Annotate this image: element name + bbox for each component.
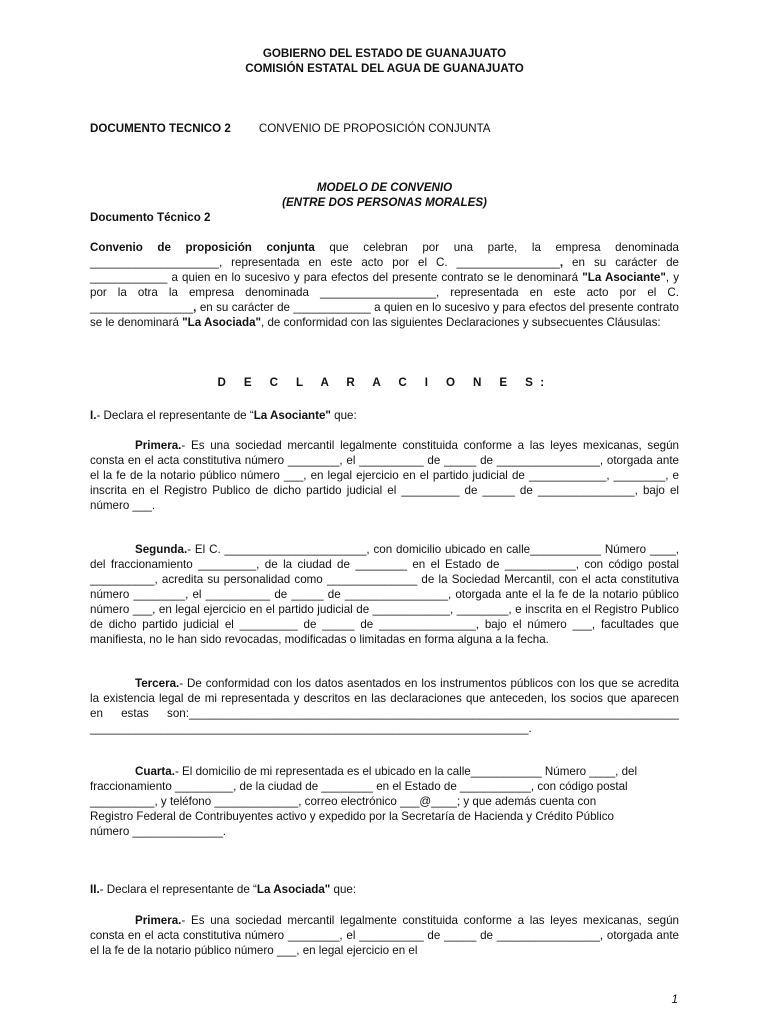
model-title	[90, 180, 679, 210]
header	[90, 46, 679, 76]
declaraciones-heading: D E C L A R A C I O N E S:	[217, 376, 552, 389]
intro-bold-1: Convenio de proposición conjunta	[90, 241, 315, 254]
section-1-text: - Declara el representante de “	[96, 409, 254, 422]
page-number: 1	[671, 993, 678, 1006]
clause-1-primera	[90, 438, 679, 513]
intro-text-4: en su carácter de ____________ a quien en lo sucesivo y para efectos del presente contrato se le denominará	[90, 301, 679, 329]
clause-lead: Segunda.	[135, 543, 188, 556]
section-2-party: La Asociada"	[256, 883, 331, 896]
intro-text-1: que celebran por una parte, la empresa denominada ____________________, representada en este acto por el C. ________________	[90, 241, 679, 269]
intro-asociada: "La Asociada"	[182, 316, 262, 329]
clause-text: - El domicilio de mi representada es el ubicado en la calle___________ Número ____, del	[174, 765, 638, 778]
section-2-text: - Declara el representante de “	[99, 883, 257, 896]
model-title-line-1: MODELO DE CONVENIO	[316, 181, 453, 194]
document-label: DOCUMENTO TECNICO 2	[90, 122, 231, 135]
clause-text: - De conformidad con los datos asentados en los instrumentos públicos con los que se acredita la existencia legal de mi representada y descritos en las declaraciones que anteceden, los socios que aparecen en estas son:____________________________________________________________________________ ____________________________________________________________________.	[90, 677, 679, 735]
clause-text: - Es una sociedad mercantil legalmente constituida conforme a las leyes mexicanas, según consta en el acta constitutiva número ________, el __________ de _____ de ________________, otorgada ante el la fe de la notario público número ___, en legal ejercicio en el partido judicial de ____________, ________, e inscrita en el Registro Publico de dicho partido judicial el _________ de _____ de _______________, bajo el número ___.	[90, 439, 679, 512]
clause-lead: Primera.	[135, 439, 182, 452]
section-2-heading	[90, 882, 679, 897]
clause-line: Registro Federal de Contribuyentes activo y expedido por la Secretaría de Hacienda y Crédito Público	[90, 810, 614, 823]
clause-line: __________, y teléfono _____________, correo electrónico ___@____; y que además cuenta con	[90, 795, 597, 808]
document-title: CONVENIO DE PROPOSICIÓN CONJUNTA	[258, 122, 491, 135]
intro-bold-2: ,	[559, 256, 564, 269]
intro-bold-4: ,	[193, 301, 197, 314]
clause-line: fraccionamiento _________, de la ciudad de ________ en el Estado de ___________, con código postal	[90, 780, 628, 793]
section-1-number: I.	[90, 409, 97, 422]
clause-2-primera	[90, 913, 679, 958]
section-1-party: La Asociante"	[253, 409, 331, 422]
clause-lead: Tercera.	[135, 677, 180, 690]
clause-text: - El C. ______________________, con domicilio ubicado en calle___________ Número ____, del fraccionamiento _________, de la ciudad de ________ en el Estado de ___________, con código postal __________, acredita su personalidad como ______________ de la Sociedad Mercantil, con el acta constitutiva número ________, el __________ de _____ de ________________, otorgada ante el la fe de la notario público número ___, en legal ejercicio en el partido judicial de ____________, ________, e inscrita en el Registro Publico de dicho partido judicial el _________ de _____ de _______________, bajo el número ___, facultades que manifiesta, no le han sido revocadas, modificadas o limitadas en forma alguna a la fecha.	[90, 543, 679, 646]
intro-paragraph	[90, 240, 679, 330]
header-line-2: COMISIÓN ESTATAL DEL AGUA DE GUANAJUATO	[245, 62, 524, 75]
clause-line	[90, 764, 679, 779]
clause-lead: Cuarta.	[135, 765, 175, 778]
clause-1-cuarta	[90, 764, 679, 839]
section-1-heading	[90, 408, 679, 423]
documento-tecnico-label: Documento Técnico 2	[90, 211, 211, 224]
clause-1-tercera	[90, 676, 679, 736]
intro-text-3: , y por la otra la empresa denominada __________________, representada en este acto por el C. ________________	[90, 271, 679, 314]
clause-line: número ______________.	[90, 825, 227, 838]
intro-text-2: en su carácter de ____________ a quien en lo sucesivo y para efectos del presente contrato se le denominará	[90, 256, 679, 284]
header-line-1: GOBIERNO DEL ESTADO DE GUANAJUATO	[262, 47, 507, 60]
intro-asociante: "La Asociante"	[582, 271, 666, 284]
intro-text-5: , de conformidad con las siguientes Declaraciones y subsecuentes Cláusulas:	[261, 316, 661, 329]
model-title-line-2: (ENTRE DOS PERSONAS MORALES)	[282, 196, 487, 209]
section-2-tail: que:	[330, 883, 357, 896]
clause-text: - Es una sociedad mercantil legalmente constituida conforme a las leyes mexicanas, según consta en el acta constitutiva número ________, el __________ de _____ de ________________, otorgada ante el la fe de la notario público número ___, en legal ejercicio en el	[90, 914, 679, 957]
clause-lead: Primera.	[135, 914, 182, 927]
document-line	[90, 121, 679, 136]
section-1-tail: que:	[330, 409, 357, 422]
section-2-number: II.	[90, 883, 100, 896]
clause-1-segunda	[90, 542, 679, 647]
